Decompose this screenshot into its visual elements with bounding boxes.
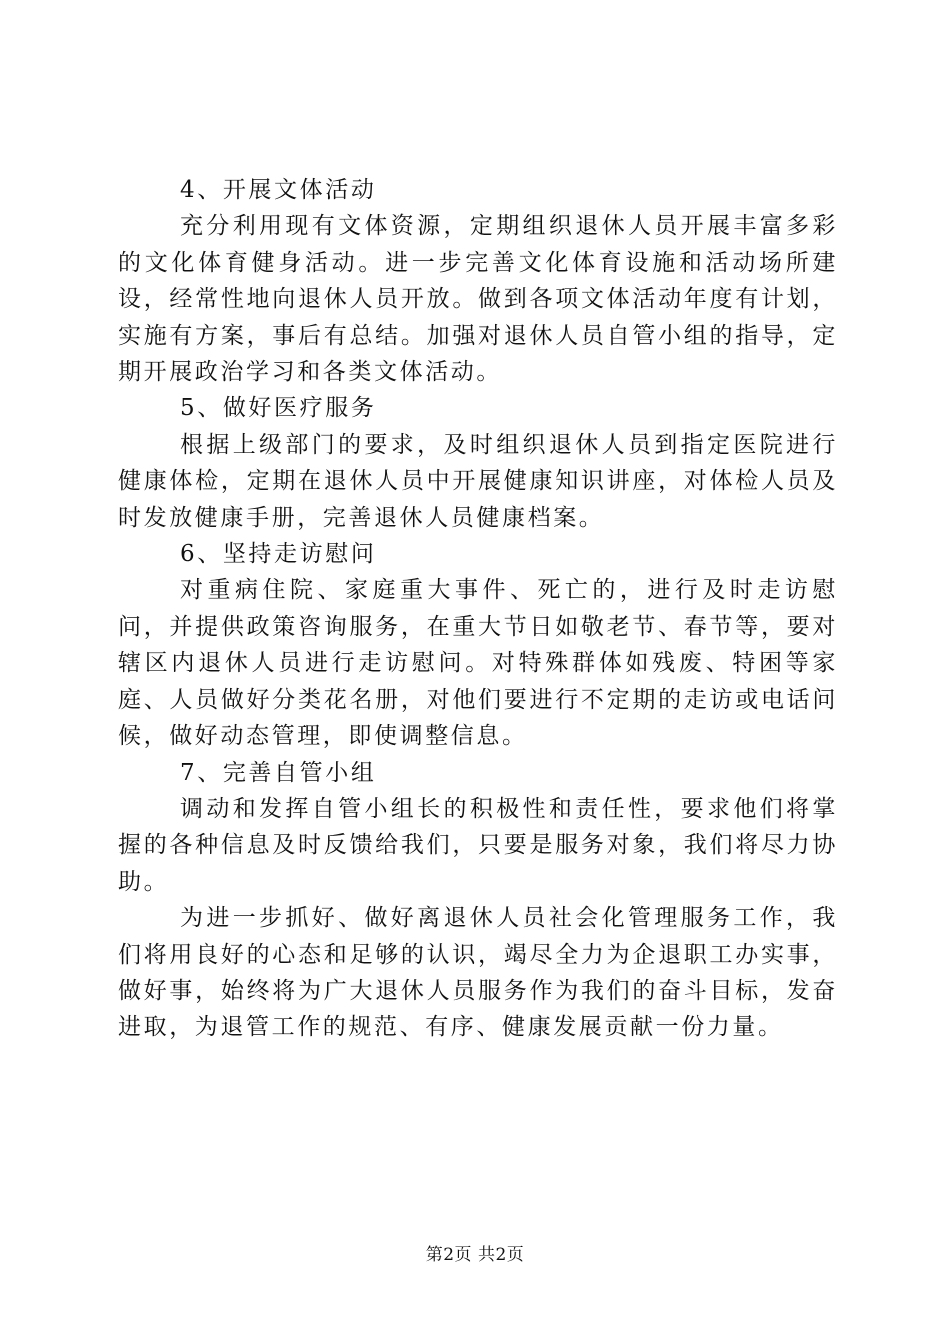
section-heading: 5、做好医疗服务 <box>180 395 377 422</box>
section-heading: 7、完善自管小组 <box>180 759 377 786</box>
section-paragraph: 充分利用现有文体资源，定期组织退休人员开展丰富多彩的文化体育健身活动。进一步完善文化体育设施和活动场所建设，经常性地向退休人员开放。做到各项文体活动年度有计划，实施有方案，事后有总结。加强对退休人员自管小组的指导，定期开展政治学习和各类文体活动。 <box>118 213 838 386</box>
page-footer: 第2页 共2页 <box>425 1245 525 1265</box>
document-body <box>118 172 838 1046</box>
section-paragraph: 调动和发挥自管小组长的积极性和责任性，要求他们将掌握的各种信息及时反馈给我们，只要是服务对象，我们将尽力协助。 <box>118 795 838 895</box>
section-paragraph: 对重病住院、家庭重大事件、死亡的，进行及时走访慰问，并提供政策咨询服务，在重大节日如敬老节、春节等，要对辖区内退休人员进行走访慰问。对特殊群体如残废、特困等家庭、人员做好分类花名册，对他们要进行不定期的走访或电话问候，做好动态管理，即使调整信息。 <box>118 577 838 750</box>
section-heading: 6、坚持走访慰问 <box>180 541 377 568</box>
section-heading: 4、开展文体活动 <box>180 177 377 203</box>
section-paragraph: 根据上级部门的要求，及时组织退休人员到指定医院进行健康体检，定期在退休人员中开展健康知识讲座，对体检人员及时发放健康手册，完善退休人员健康档案。 <box>118 431 838 531</box>
closing-paragraph: 为进一步抓好、做好离退休人员社会化管理服务工作，我们将用良好的心态和足够的认识，竭尽全力为企退职工办实事，做好事，始终将为广大退休人员服务作为我们的奋斗目标，发奋进取，为退管工作的规范、有序、健康发展贡献一份力量。 <box>118 905 838 1041</box>
